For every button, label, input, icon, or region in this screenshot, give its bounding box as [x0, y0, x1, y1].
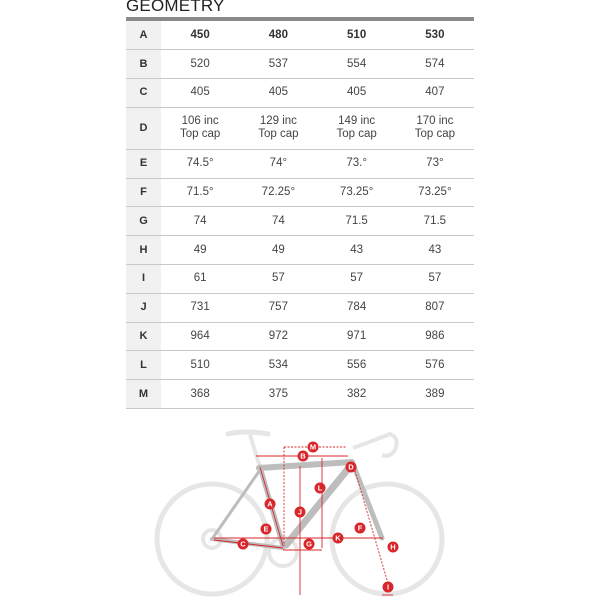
table-row — [126, 351, 474, 380]
marker-e — [261, 524, 272, 535]
measurement-value: 71.5 — [318, 207, 396, 236]
measurement-label: C — [126, 79, 161, 108]
measurement-value: 61 — [161, 265, 239, 294]
table-row — [126, 265, 474, 294]
measurement-value: 574 — [396, 50, 474, 79]
measurement-value: 57 — [396, 265, 474, 294]
marker-letter: D — [348, 462, 354, 472]
measurement-value: 73.25° — [318, 178, 396, 207]
measurement-value: 556 — [318, 351, 396, 380]
front-wheel — [332, 484, 442, 594]
measurement-value: 71.5 — [396, 207, 474, 236]
table-row — [126, 178, 474, 207]
measurement-value: 106 inc Top cap — [161, 107, 239, 149]
measurement-value: 57 — [239, 265, 317, 294]
measurement-value: 74° — [239, 149, 317, 178]
marker-letter: B — [300, 451, 306, 461]
marker-m — [308, 442, 319, 453]
measurement-value: 407 — [396, 79, 474, 108]
marker-d — [346, 462, 357, 473]
marker-letter: J — [297, 507, 303, 517]
measurement-label: L — [126, 351, 161, 380]
marker-j — [295, 507, 306, 518]
measurement-value: 554 — [318, 50, 396, 79]
marker-letter: G — [306, 539, 312, 549]
measurement-value: 43 — [396, 236, 474, 265]
marker-l — [315, 483, 326, 494]
measurement-label: G — [126, 207, 161, 236]
size-value: 530 — [396, 21, 474, 50]
handlebar — [353, 434, 397, 456]
table-row — [126, 207, 474, 236]
measurement-value: 74 — [161, 207, 239, 236]
measurement-label: F — [126, 178, 161, 207]
measurement-label: K — [126, 322, 161, 351]
marker-letter: K — [335, 533, 341, 543]
measurement-value: 73.° — [318, 149, 396, 178]
marker-c — [238, 539, 249, 550]
marker-h — [388, 542, 399, 553]
measurement-value: 520 — [161, 50, 239, 79]
measurement-label: I — [126, 265, 161, 294]
marker-letter: M — [309, 442, 317, 452]
marker-b — [298, 451, 309, 462]
marker-a — [265, 499, 276, 510]
measurement-value: 971 — [318, 322, 396, 351]
measurement-value: 74 — [239, 207, 317, 236]
measurement-value: 375 — [239, 380, 317, 409]
marker-letter: A — [267, 499, 273, 509]
measurement-label: D — [126, 107, 161, 149]
measurement-value: 74.5° — [161, 149, 239, 178]
table-row — [126, 50, 474, 79]
marker-i — [383, 582, 394, 593]
measurement-value: 534 — [239, 351, 317, 380]
size-value: 450 — [161, 21, 239, 50]
measurement-label: E — [126, 149, 161, 178]
marker-k — [333, 533, 344, 544]
marker-letter: H — [390, 542, 396, 552]
measurement-value: 43 — [318, 236, 396, 265]
measurement-label: H — [126, 236, 161, 265]
measurement-value: 986 — [396, 322, 474, 351]
measurement-value: 170 inc Top cap — [396, 107, 474, 149]
measurement-label: M — [126, 380, 161, 409]
measurement-label: B — [126, 50, 161, 79]
measurement-value: 405 — [318, 79, 396, 108]
bike-geometry-diagram — [150, 420, 450, 600]
table-row — [126, 236, 474, 265]
marker-g — [304, 539, 315, 550]
measurement-value: 537 — [239, 50, 317, 79]
size-header-row — [126, 21, 474, 50]
measurement-value: 576 — [396, 351, 474, 380]
measurement-value: 57 — [318, 265, 396, 294]
marker-letter: E — [263, 524, 269, 534]
measurement-label: J — [126, 293, 161, 322]
measurement-value: 71.5° — [161, 178, 239, 207]
table-row — [126, 293, 474, 322]
measurement-value: 72.25° — [239, 178, 317, 207]
measurement-value: 784 — [318, 293, 396, 322]
table-row — [126, 322, 474, 351]
measurement-value: 964 — [161, 322, 239, 351]
measurement-value: 73.25° — [396, 178, 474, 207]
marker-f — [355, 523, 366, 534]
measurement-value: 368 — [161, 380, 239, 409]
measurement-value: 73° — [396, 149, 474, 178]
measurement-value: 389 — [396, 380, 474, 409]
measurement-value: 405 — [239, 79, 317, 108]
marker-letter: I — [386, 582, 390, 592]
measurement-value: 49 — [161, 236, 239, 265]
marker-letter: L — [317, 483, 323, 493]
measurement-value: 129 inc Top cap — [239, 107, 317, 149]
measurement-value: 49 — [239, 236, 317, 265]
marker-letter: F — [357, 523, 363, 533]
table-row — [126, 107, 474, 149]
measurement-label: A — [126, 21, 161, 50]
size-value: 480 — [239, 21, 317, 50]
table-row — [126, 380, 474, 409]
measurement-value: 807 — [396, 293, 474, 322]
measurement-value: 149 inc Top cap — [318, 107, 396, 149]
measurement-value: 382 — [318, 380, 396, 409]
measurement-value: 972 — [239, 322, 317, 351]
measurement-value: 510 — [161, 351, 239, 380]
saddle — [228, 432, 268, 434]
top-tube — [259, 462, 352, 468]
measurement-value: 757 — [239, 293, 317, 322]
measurement-value: 405 — [161, 79, 239, 108]
measurement-value: 731 — [161, 293, 239, 322]
table-row — [126, 79, 474, 108]
geometry-table — [126, 21, 474, 409]
size-value: 510 — [318, 21, 396, 50]
marker-letter: C — [240, 539, 246, 549]
page-title: GEOMETRY — [126, 0, 225, 15]
table-row — [126, 149, 474, 178]
